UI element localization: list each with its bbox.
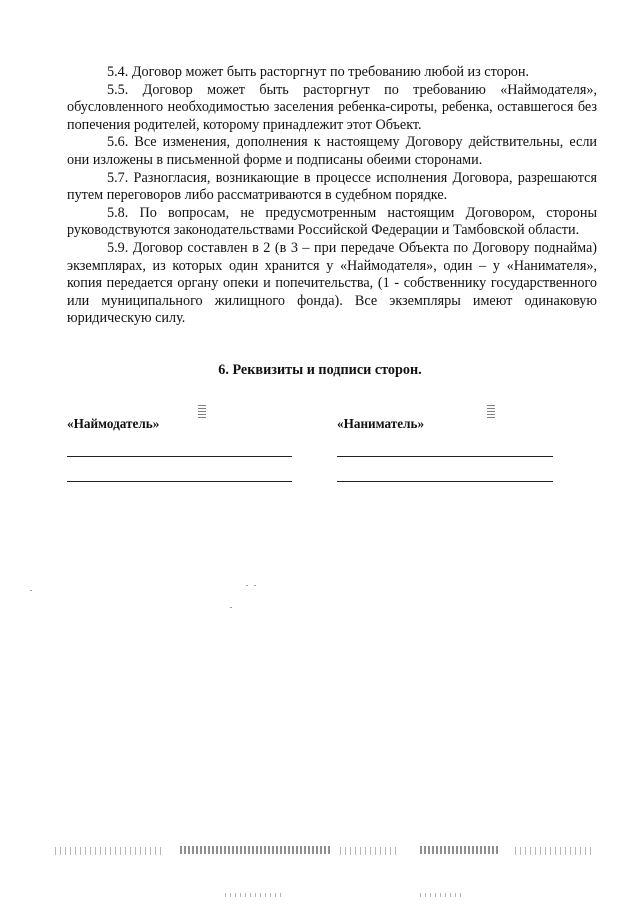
landlord-label: «Наймодатель» [67, 416, 160, 431]
clause-5-4: 5.4. Договор может быть расторгнут по требованию любой из сторон. [107, 64, 530, 80]
scan-noise-band [420, 846, 500, 854]
clause-5-5: 5.5. Договор может быть расторгнут по требованию «Наймодателя», обусловленного необходимостью заселения ребенка-сироты, ребенка, оставшегося без попечения родителей, которому принадлежит этот Объект. [67, 81, 597, 133]
clause-5-8: 5.8. По вопросам, не предусмотренным настоящим Договором, стороны руководствуются законодательствами Российской Федерации и Тамбовской области. [67, 204, 597, 239]
landlord-signature-line-1 [67, 456, 292, 457]
scan-noise-band [180, 846, 330, 854]
scan-noise-band [515, 847, 595, 855]
clause-5-9: 5.9. Договор составлен в 2 (в 3 – при передаче Объекта по Договору поднайма) экземплярах, из которых один хранится у «Наймодателя», один – у «Нанимателя», копия передается органу опеки и попечительства, (1 - собственнику государственного или муниципального жилищного фонда). Все экземпляры имеют одинаковую юридическую силу. [67, 239, 597, 327]
landlord-signature-line-2 [67, 481, 292, 482]
clause-5-6: 5.6. Все изменения, дополнения к настоящему Договору действительны, если они изложены в письменной форме и подписаны обеими сторонами. [67, 134, 597, 168]
tenant-label: «Наниматель» [337, 416, 425, 431]
scan-noise-band [55, 847, 165, 855]
tenant-signature-line-1 [337, 456, 553, 457]
scan-speck [30, 590, 32, 591]
scan-mark-right [487, 405, 495, 419]
scan-noise-band [340, 847, 400, 855]
clause-5-7: 5.7. Разногласия, возникающие в процессе исполнения Договора, разрешаются путем переговоров либо рассматриваются в судебном порядке. [67, 169, 597, 204]
scan-speck [230, 607, 232, 608]
section-title: 6. Реквизиты и подписи сторон. [218, 362, 422, 378]
scan-noise-band [225, 893, 285, 897]
tenant-signature-line-2 [337, 481, 553, 482]
scan-mark-left [198, 405, 206, 419]
scan-noise-band [420, 893, 465, 897]
contract-clauses [67, 64, 597, 328]
scan-speck [246, 585, 248, 586]
scan-speck [254, 585, 256, 586]
